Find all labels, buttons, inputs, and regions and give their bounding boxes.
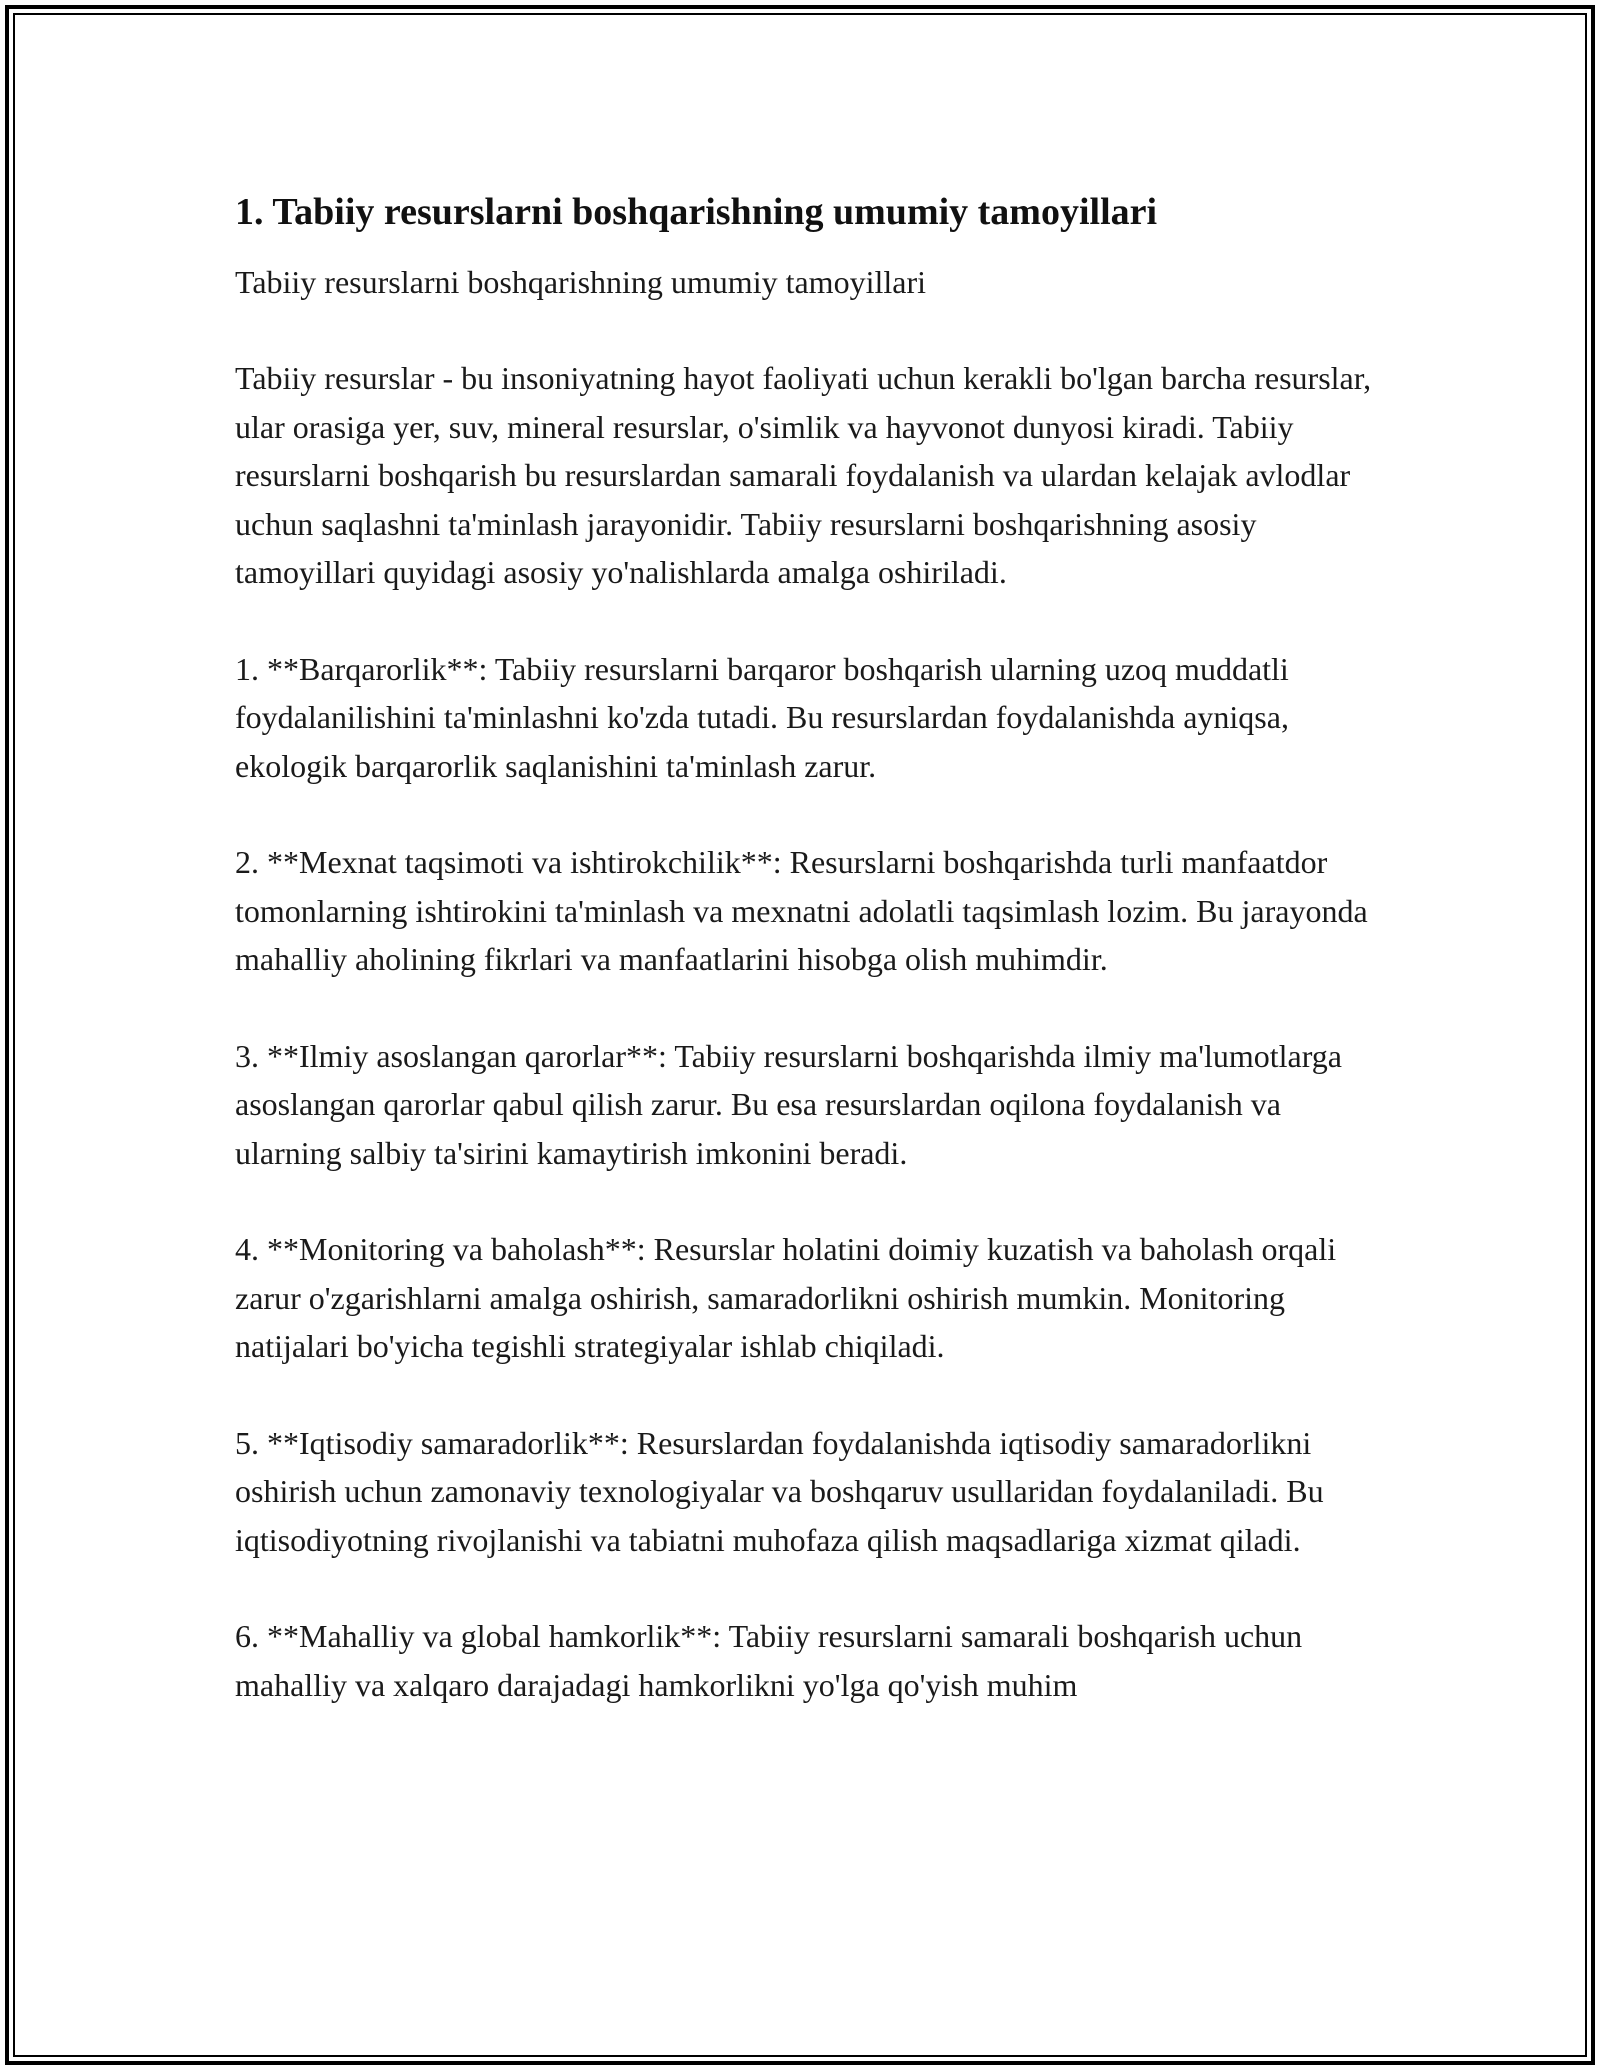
paragraph-mexnat-taqsimoti: 2. **Mexnat taqsimoti va ishtirokchilik**: Resurslarni boshqarishda turli manfaatdor tomonlarning ishtirokini ta'minlash va mexnatni adolatli taqsimlash lozim. Bu jarayonda mahalliy aholining fikrlari va manfaatlarini hisobga olish muhimdir. [235,844,1368,977]
paragraph-barqarorlik: 1. **Barqarorlik**: Tabiiy resurslarni barqaror boshqarish ularning uzoq muddatli foydalanilishini ta'minlashni ko'zda tutadi. Bu resurslardan foydalanishda ayniqsa, ekologik barqarorlik saqlanishini ta'minlash zarur. [235,650,1289,784]
paragraph-hamkorlik: 6. **Mahalliy va global hamkorlik**: Tabiiy resurslarni samarali boshqarish uchun mahalliy va xalqaro darajadagi hamkorlikni yo'lga qo'yish muhim [235,1618,1303,1703]
paragraph-iqtisodiy-samaradorlik: 5. **Iqtisodiy samaradorlik**: Resurslardan foydalanishda iqtisodiy samaradorlikni oshirish uchun zamonaviy texnologiyalar va boshqaruv usullaridan foydalaniladi. Bu iqtisodiyotning rivojlanishi va tabiatni muhofaza qilish maqsadlariga xizmat qiladi. [235,1424,1324,1558]
paragraph-monitoring: 4. **Monitoring va baholash**: Resurslar holatini doimiy kuzatish va baholash orqali zarur o'zgarishlarni amalga oshirish, samaradorlikni oshirish mumkin. Monitoring natijalari bo'yicha tegishli strategiyalar ishlab chiqiladi. [235,1231,1337,1364]
paragraph-intro: Tabiiy resurslar - bu insoniyatning hayot faoliyati uchun kerakli bo'lgan barcha resurslar, ular orasiga yer, suv, mineral resurslar, o'simlik va hayvonot dunyosi kiradi. Tabiiy resurslarni boshqarish bu resurslardan samarali foydalanish va ulardan kelajak avlodlar uchun saqlashni ta'minlash jarayonidir. Tabiiy resurslarni boshqarishning asosiy tamoyillari quyidagi asosiy yo'nalishlarda amalga oshiriladi. [235,360,1372,590]
document-subtitle: Tabiiy resurslarni boshqarishning umumiy tamoyillari [235,264,926,300]
paragraph-ilmiy-qarorlar: 3. **Ilmiy asoslangan qarorlar**: Tabiiy resurslarni boshqarishda ilmiy ma'lumotlarga asoslangan qarorlar qabul qilish zarur. Bu esa resurslardan oqilona foydalanish va ularning salbiy ta'sirini kamaytirish imkonini beradi. [235,1037,1342,1171]
document-body [235,188,1395,1757]
document-title: 1. Tabiiy resurslarni boshqarishning umumiy tamoyillari [235,191,1158,233]
